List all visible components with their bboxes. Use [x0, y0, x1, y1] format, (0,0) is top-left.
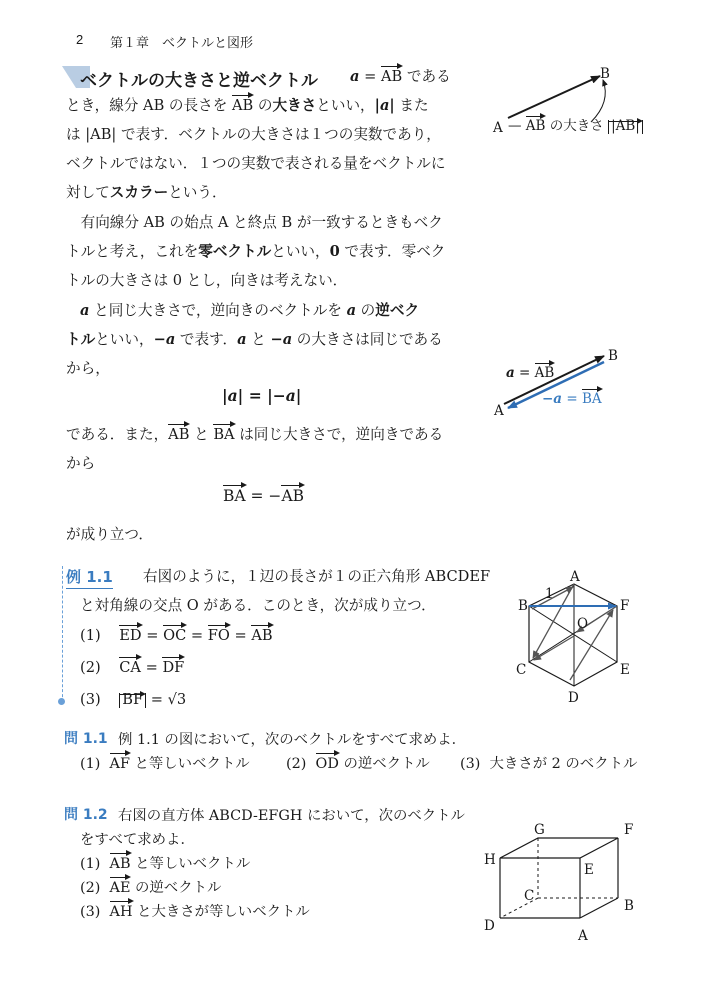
- hex-label-e: E: [620, 662, 630, 678]
- cuboid-label-e: E: [584, 862, 594, 878]
- formula-ba-equals-minus-ab: BA = −AB: [223, 482, 304, 511]
- hex-label-a: A: [570, 569, 580, 585]
- cuboid-label-a: A: [578, 928, 588, 944]
- page-number: 2: [76, 32, 84, 47]
- cuboid-label-d: D: [484, 918, 495, 934]
- example-item-3: (3) BF = √3: [80, 691, 187, 708]
- hex-label-o: O: [577, 616, 589, 632]
- hex-label-c: C: [516, 662, 527, 678]
- body-line-3: は |AB| で表す．ベクトルの大きさは１つの実数であり，: [66, 126, 441, 143]
- section-title: ベクトルの大きさと逆ベクトル: [80, 71, 318, 91]
- body-line-4: ベクトルではない．１つの実数で表される量をベクトルに: [66, 155, 446, 172]
- cuboid-label-g: G: [534, 822, 545, 838]
- body-line-6: 有向線分 AB の始点 A と終点 B が一致するときもベク: [66, 214, 443, 231]
- body-line-11: から，: [66, 360, 110, 377]
- fig2-label-a: A: [494, 403, 504, 419]
- question-1-1-item-3: (3) 大きさが 2 のベクトル: [460, 756, 638, 772]
- body-line-10: トルといい，−a で表す．a と −a の大きさは同じである: [66, 331, 443, 348]
- body-line-14: が成り立つ．: [66, 526, 153, 543]
- example-margin-line: [62, 566, 63, 702]
- example-line-2: と対角線の交点 O がある．このとき，次が成り立つ．: [80, 597, 436, 614]
- body-line-13: から: [66, 455, 96, 472]
- question-1-2-line-1: 右図の直方体 ABCD-EFGH において，次のベクトル: [118, 808, 465, 824]
- chapter-title: 第１章 ベクトルと図形: [110, 35, 254, 50]
- hex-label-d: D: [568, 690, 579, 706]
- fig2-upper-label: a = AB: [506, 362, 554, 381]
- example-end-dot: [58, 698, 65, 705]
- hex-side-label: 1: [545, 586, 554, 602]
- cuboid-label-h: H: [484, 852, 496, 868]
- question-1-2-item-1: (1) AB と等しいベクトル: [80, 852, 250, 873]
- body-line-2: とき，線分 AB の長さを AB の大きさといい，|a| また: [66, 91, 429, 120]
- example-item-1: (1) ED = OC = FO = AB: [80, 621, 273, 650]
- question-1-2-item-3: (3) AH と大きさが等しいベクトル: [80, 900, 310, 921]
- question-1-2-line-2: をすべて求めよ．: [80, 832, 195, 848]
- body-line-1: a = AB である: [350, 62, 451, 91]
- body-line-8: トルの大きさは 0 とし，向きは考えない．: [66, 272, 348, 289]
- cuboid-label-c: C: [524, 888, 535, 904]
- question-1-1-item-2: (2) OD の逆ベクトル: [286, 752, 430, 773]
- fig2-lower-label: −a = BA: [542, 388, 602, 407]
- question-1-1-item-1: (1) AF と等しいベクトル: [80, 752, 250, 773]
- hex-label-b: B: [518, 598, 528, 614]
- example-label: 例 1.1: [66, 566, 113, 589]
- fig1-caption: — AB の大きさ |AB|: [508, 114, 643, 134]
- body-line-7: トルと考え，これを零ベクトルといい，0 で表す．零ベク: [66, 243, 446, 260]
- question-1-1-label: 問 1.1: [64, 731, 108, 747]
- fig2-label-b: B: [608, 348, 618, 364]
- question-1-1-text: 例 1.1 の図において，次のベクトルをすべて求めよ．: [118, 732, 467, 748]
- figure-cuboid: [490, 820, 630, 930]
- formula-abs-equal: |a| = |−a|: [222, 386, 302, 405]
- body-line-12: である．また，AB と BA は同じ大きさで，逆向きである: [66, 420, 443, 449]
- hex-label-f: F: [620, 598, 630, 614]
- cuboid-label-b: B: [624, 898, 634, 914]
- body-line-5: 対してスカラーという．: [66, 184, 227, 201]
- fig1-label-b: B: [600, 66, 610, 82]
- cuboid-label-f: F: [624, 822, 634, 838]
- body-line-9: a と同じ大きさで，逆向きのベクトルを a の逆ベク: [80, 302, 420, 319]
- question-1-2-item-2: (2) AE の逆ベクトル: [80, 876, 221, 897]
- example-line-1: 右図のように，１辺の長さが１の正六角形 ABCDEF: [143, 568, 491, 585]
- question-1-2-label: 問 1.2: [64, 807, 108, 823]
- example-item-2: (2) CA = DF: [80, 653, 184, 682]
- figure-hexagon: [510, 570, 650, 710]
- fig1-label-a: A: [493, 120, 503, 136]
